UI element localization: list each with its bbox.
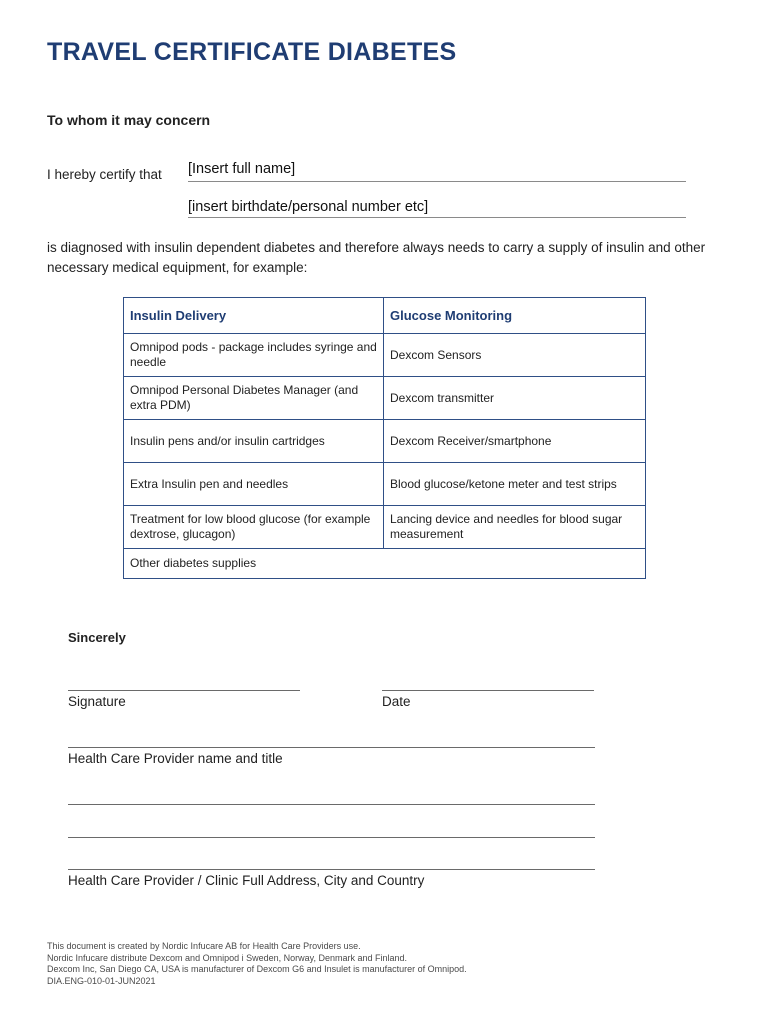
salutation: To whom it may concern bbox=[47, 112, 211, 128]
table-row bbox=[124, 377, 646, 420]
provider-name-line[interactable] bbox=[68, 747, 595, 748]
footer-line: Nordic Infucare distribute Dexcom and Omnipod i Sweden, Norway, Denmark and Finland. bbox=[47, 952, 407, 963]
provider-name-label: Health Care Provider name and title bbox=[68, 751, 283, 766]
table-row bbox=[124, 420, 646, 463]
address-line-1[interactable] bbox=[68, 804, 595, 805]
table-row bbox=[124, 506, 646, 549]
signature-label: Signature bbox=[68, 694, 126, 709]
table-cell: Blood glucose/ketone meter and test strips bbox=[384, 463, 646, 506]
table-cell: Dexcom Sensors bbox=[384, 334, 646, 377]
birthdate-field[interactable]: [insert birthdate/personal number etc] bbox=[188, 199, 686, 218]
address-line-3[interactable] bbox=[68, 869, 595, 870]
footer bbox=[47, 941, 467, 987]
footer-line: This document is created by Nordic Infucare AB for Health Care Providers use. bbox=[47, 941, 361, 951]
address-line-2[interactable] bbox=[68, 837, 595, 838]
table-row bbox=[124, 334, 646, 377]
page-title: TRAVEL CERTIFICATE DIABETES bbox=[47, 38, 457, 66]
footer-line: Dexcom Inc, San Diego CA, USA is manufacturer of Dexcom G6 and Insulet is manufacturer of Omnipod. bbox=[47, 964, 467, 974]
date-label: Date bbox=[382, 694, 411, 709]
table-row bbox=[124, 463, 646, 506]
sincerely-label: Sincerely bbox=[68, 630, 126, 645]
header-insulin-delivery: Insulin Delivery bbox=[124, 298, 384, 334]
footer-doc-code: DIA.ENG-010-01-JUN2021 bbox=[47, 975, 156, 986]
header-glucose-monitoring: Glucose Monitoring bbox=[384, 298, 646, 334]
table-cell-other-supplies: Other diabetes supplies bbox=[124, 549, 646, 579]
table-cell: Lancing device and needles for blood sugar measurement bbox=[384, 506, 646, 549]
table-cell: Extra Insulin pen and needles bbox=[124, 463, 384, 506]
full-name-field[interactable]: [Insert full name] bbox=[188, 161, 686, 182]
address-label: Health Care Provider / Clinic Full Address, City and Country bbox=[68, 873, 425, 888]
table-cell: Omnipod pods - package includes syringe and needle bbox=[124, 334, 384, 377]
table-cell: Treatment for low blood glucose (for example dextrose, glucagon) bbox=[124, 506, 384, 549]
table-cell: Dexcom transmitter bbox=[384, 377, 646, 420]
table-header-row bbox=[124, 298, 646, 334]
table-cell: Insulin pens and/or insulin cartridges bbox=[124, 420, 384, 463]
diagnosis-paragraph: is diagnosed with insulin dependent diabetes and therefore always needs to carry a supply of insulin and other necessary medical equipment, for example: bbox=[47, 240, 706, 275]
table-cell: Dexcom Receiver/smartphone bbox=[384, 420, 646, 463]
signature-line[interactable] bbox=[68, 690, 300, 691]
certify-label: I hereby certify that bbox=[47, 167, 162, 182]
supplies-table bbox=[123, 297, 646, 579]
date-line[interactable] bbox=[382, 690, 594, 691]
table-cell: Omnipod Personal Diabetes Manager (and extra PDM) bbox=[124, 377, 384, 420]
table-row bbox=[124, 549, 646, 579]
